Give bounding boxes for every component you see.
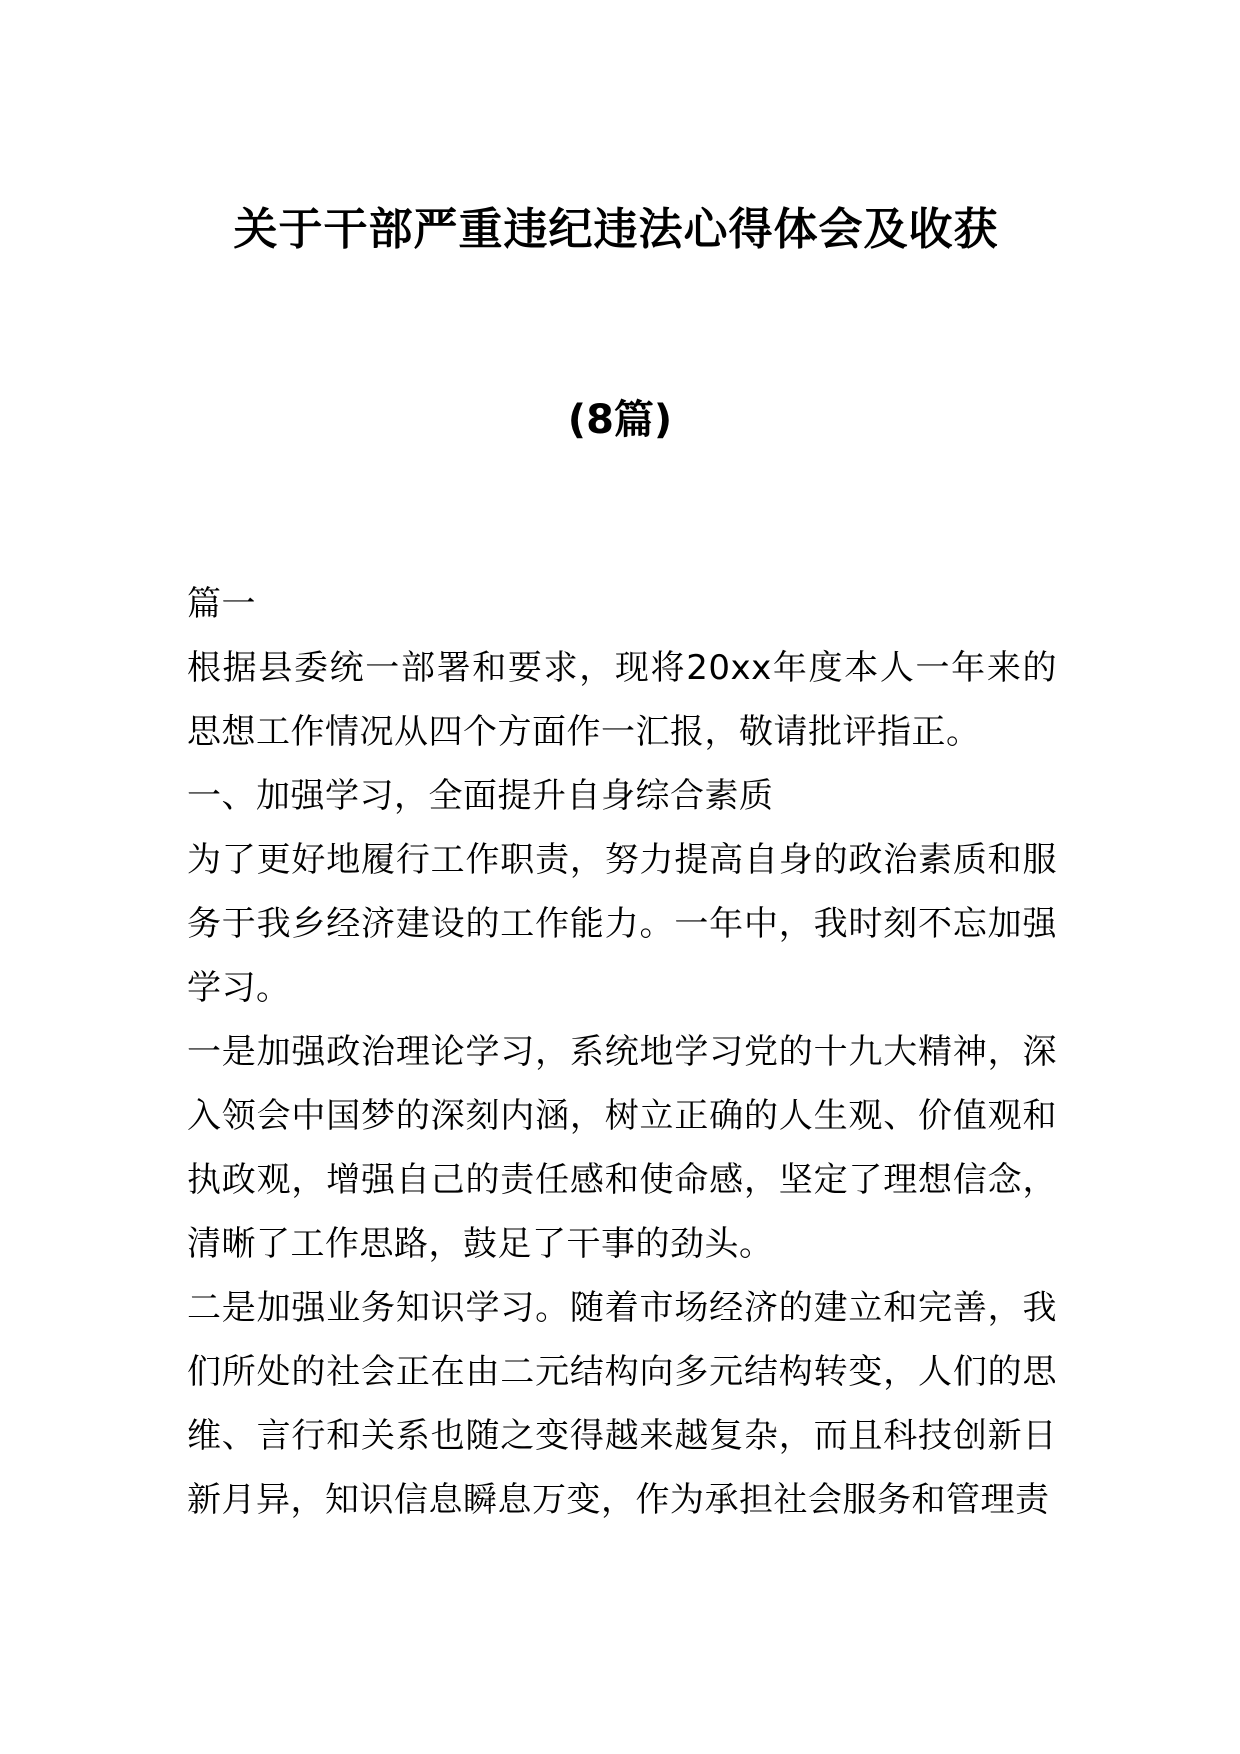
document-title: 关于干部严重违纪违法心得体会及收获 xyxy=(233,204,999,255)
body-paragraph: 根据县委统一部署和要求，现将20xx年度本人一年来的思想工作情况从四个方面作一汇报，敬请批评指正。 xyxy=(187,648,1057,752)
document-subtitle: (8篇) xyxy=(567,397,673,443)
body-paragraph: 二是加强业务知识学习。随着市场经济的建立和完善，我们所处的社会正在由二元结构向多元结构转变，人们的思维、言行和关系也随之变得越来越复杂，而且科技创新日新月异，知识信息瞬息万变，作为承担社会服务和管理责 xyxy=(187,1288,1057,1520)
section-heading: 篇一 xyxy=(187,584,256,624)
subsection-heading: 一、加强学习，全面提升自身综合素质 xyxy=(187,776,774,816)
body-paragraph: 为了更好地履行工作职责，努力提高自身的政治素质和服务于我乡经济建设的工作能力。一年中，我时刻不忘加强学习。 xyxy=(187,840,1057,1008)
body-paragraph: 一是加强政治理论学习，系统地学习党的十九大精神，深入领会中国梦的深刻内涵，树立正确的人生观、价值观和执政观，增强自己的责任感和使命感，坚定了理想信念，清晰了工作思路，鼓足了干事的劲头。 xyxy=(187,1032,1057,1264)
document-body xyxy=(187,572,1057,1532)
